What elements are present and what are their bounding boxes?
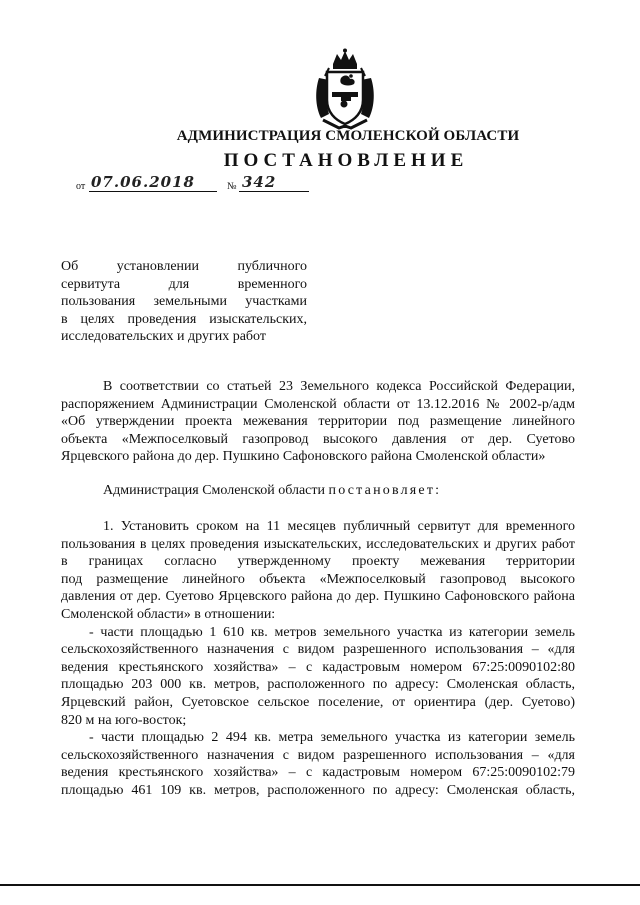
item-line: Смоленской области» в отношении: bbox=[61, 606, 276, 622]
resolution-verb: постановляет: bbox=[328, 483, 442, 498]
item-line: пользования в целях проведения изыскательских, исследовательских и других работ bbox=[61, 536, 575, 552]
item-line: под размещение линейного объекта «Межпоселковый газопровод высокого bbox=[61, 571, 575, 587]
item-1-paragraph bbox=[61, 518, 575, 800]
number-prefix: № bbox=[227, 181, 237, 192]
resolution-line bbox=[61, 482, 575, 500]
item-line: 1. Установить сроком на 11 месяцев публичный сервитут для временного bbox=[103, 519, 575, 534]
subject-line: в целях проведения изыскательских, bbox=[61, 311, 307, 327]
item-line: 820 м на юго-восток; bbox=[61, 712, 187, 728]
date-number-line bbox=[76, 172, 336, 196]
item-line: давления от дер. Суетово Ярцевского района до дер. Пушкино Сафоновского района bbox=[61, 589, 575, 605]
date-prefix: от bbox=[76, 181, 86, 192]
preamble-line: «Об утверждении проекта межевания территории под размещение линейного bbox=[61, 414, 575, 430]
preamble-line: В соответствии со статьей 23 Земельного кодекса Российской Федерации, bbox=[103, 379, 575, 394]
subject-line: исследовательских и других работ bbox=[61, 329, 266, 345]
handwritten-date: 07.06.2018 bbox=[91, 173, 195, 191]
item-line: в границах согласно утвержденному проекту межевания территории bbox=[61, 554, 575, 570]
item-line: площадью 461 109 кв. метров, расположенного по адресу: Смоленская область, bbox=[61, 782, 575, 798]
item-line: Ярцевский район, Суетовское сельское поселение, от ориентира (дер. Суетово) bbox=[61, 694, 575, 710]
subject-line: Об установлении публичного bbox=[61, 259, 307, 274]
handwritten-number: 342 bbox=[242, 173, 277, 191]
preamble-line: распоряжением Администрации Смоленской области от 13.12.2016 № 2002-р/адм bbox=[61, 396, 575, 412]
preamble-line: Ярцевского района до дер. Пушкино Сафоновского района Смоленской области» bbox=[61, 449, 546, 465]
item-line: сельскохозяйственного назначения с видом разрешенного использования – «для bbox=[61, 642, 575, 658]
item-line: сельскохозяйственного назначения с видом разрешенного использования – «для bbox=[61, 747, 575, 763]
resolution-lead: Администрация Смоленской области bbox=[103, 483, 326, 498]
subject-line: пользования земельными участками bbox=[61, 294, 307, 310]
coat-of-arms-emblem bbox=[311, 48, 379, 132]
item-line: - части площадью 2 494 кв. метра земельного участка из категории земель bbox=[89, 730, 575, 746]
item-line: - части площадью 1 610 кв. метров земельного участка из категории земель bbox=[89, 624, 575, 640]
item-line: ведения крестьянского хозяйства» – с кадастровым номером 67:25:0090102:80 bbox=[61, 659, 575, 675]
item-line: ведения крестьянского хозяйства» – с кадастровым номером 67:25:0090102:79 bbox=[61, 765, 575, 781]
item-line: площадью 203 000 кв. метров, расположенного по адресу: Смоленская область, bbox=[61, 677, 575, 693]
page-bottom-border bbox=[0, 884, 640, 886]
document-subject bbox=[61, 258, 307, 346]
document-type-title: ПОСТАНОВЛЕНИЕ bbox=[223, 150, 469, 171]
subject-line: сервитута для временного bbox=[61, 276, 307, 292]
preamble-paragraph bbox=[61, 378, 575, 466]
preamble-line: объекта «Межпоселковый газопровод высокого давления от дер. Суетово bbox=[61, 431, 575, 447]
organization-title: АДМИНИСТРАЦИЯ СМОЛЕНСКОЙ ОБЛАСТИ bbox=[176, 128, 520, 144]
